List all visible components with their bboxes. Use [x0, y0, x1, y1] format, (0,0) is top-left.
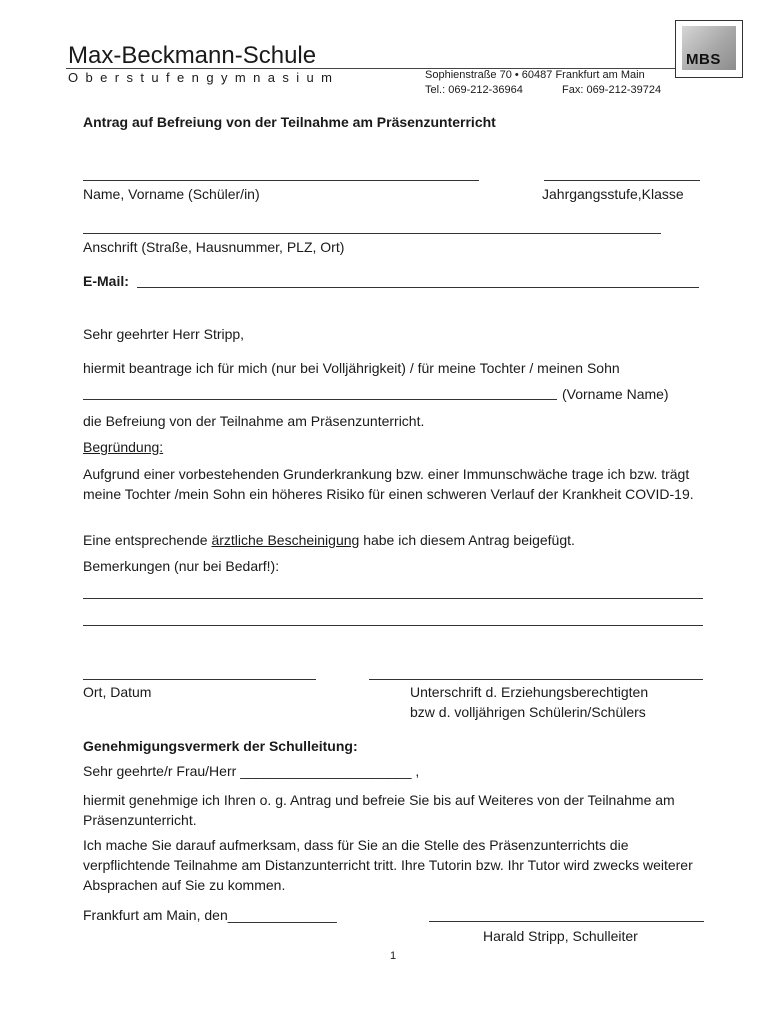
school-tel: Tel.: 069-212-36964 — [425, 84, 523, 96]
email-field-line[interactable] — [137, 287, 699, 288]
approval-text: hiermit genehmige ich Ihren o. g. Antrag und befreie Sie bis auf Weiteres von der Teilnahme am Präsenzunterricht. — [83, 792, 675, 828]
school-name: Max-Beckmann-Schule — [68, 42, 317, 69]
page-number: 1 — [390, 950, 397, 962]
approval-salutation-line — [83, 763, 419, 779]
approval-date-blank[interactable]: ______________ — [227, 907, 337, 923]
approval-heading: Genehmigungsvermerk der Schulleitung: — [83, 738, 358, 754]
certificate-pre: Eine entsprechende — [83, 532, 212, 548]
name-label: Name, Vorname (Schüler/in) — [83, 186, 260, 202]
remarks-line-1[interactable] — [83, 598, 703, 599]
class-field-line[interactable] — [544, 180, 700, 181]
place-date-line[interactable] — [83, 679, 316, 680]
approval-salutation: Sehr geehrte/r Frau/Herr — [83, 763, 237, 779]
certificate-link: ärztliche Bescheinigung — [211, 532, 360, 548]
place-date-label: Ort, Datum — [83, 684, 152, 700]
class-label: Jahrgangsstufe,Klasse — [542, 186, 684, 202]
approval-comma: , — [415, 763, 420, 779]
logo-text: MBS — [686, 51, 721, 68]
guardian-signature-line[interactable] — [369, 679, 703, 680]
principal-name: Harald Stripp, Schulleiter — [483, 928, 638, 944]
guardian-signature-label-2: bzw d. volljährigen Schülerin/Schülers — [410, 704, 646, 720]
letter-salutation: Sehr geehrter Herr Stripp, — [83, 326, 245, 342]
certificate-post: habe ich diesem Antrag beigefügt. — [359, 532, 575, 548]
address-field-line[interactable] — [83, 233, 661, 234]
guardian-signature-label-1: Unterschrift d. Erziehungsberechtigten — [410, 684, 649, 700]
approval-place-label: Frankfurt am Main, den — [83, 907, 228, 923]
remarks-line-2[interactable] — [83, 625, 703, 626]
approval-name-blank[interactable]: ______________________ — [240, 763, 412, 779]
reason-text: Aufgrund einer vorbestehenden Grunderkrankung bzw. einer Immunschwäche trage ich bzw. trägt meine Tochter /mein Sohn ein höheres Risiko für einen schweren Verlauf der Krankheit COVID-19. — [83, 466, 694, 502]
name-field-line[interactable] — [83, 180, 479, 181]
notice-text: Ich mache Sie darauf aufmerksam, dass für Sie an die Stelle des Präsenzunterrichts die verpflichtende Teilnahme am Distanzunterricht tritt. Ihre Tutorin bzw. Ihr Tutor wird zwecks weiterer Absprachen auf Sie zu kommen. — [83, 837, 693, 893]
approval-place-line — [83, 907, 337, 923]
school-address: Sophienstraße 70 • 60487 Frankfurt am Main — [425, 69, 645, 81]
child-name-line[interactable] — [83, 399, 557, 400]
remarks-label: Bemerkungen (nur bei Bedarf!): — [83, 558, 280, 574]
school-subtitle: Oberstufengymnasium — [68, 70, 340, 85]
certificate-line — [83, 532, 575, 548]
vorname-hint: (Vorname Name) — [562, 386, 669, 402]
address-label: Anschrift (Straße, Hausnummer, PLZ, Ort) — [83, 239, 345, 255]
school-logo — [675, 20, 743, 78]
school-fax: Fax: 069-212-39724 — [562, 84, 662, 96]
request-line: hiermit beantrage ich für mich (nur bei Volljährigkeit) / für meine Tochter / meinen Sohn — [83, 360, 620, 376]
email-label: E-Mail: — [83, 273, 129, 289]
exemption-line: die Befreiung von der Teilnahme am Präsenzunterricht. — [83, 413, 425, 429]
form-title: Antrag auf Befreiung von der Teilnahme am Präsenzunterricht — [83, 114, 496, 130]
reason-heading: Begründung: — [83, 439, 164, 455]
principal-signature-line[interactable] — [429, 921, 704, 922]
